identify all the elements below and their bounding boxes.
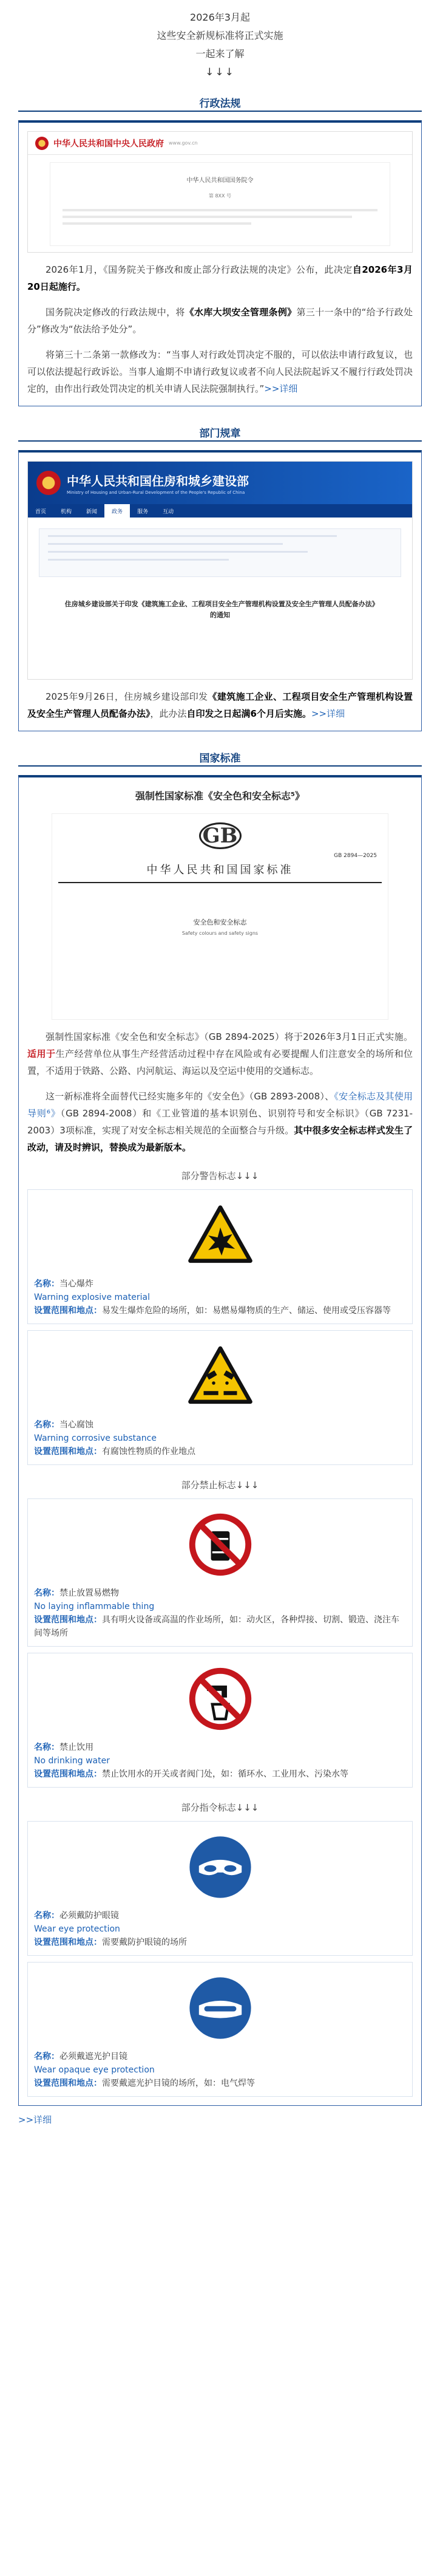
sign-name-row — [34, 1418, 406, 1432]
sign-name: 必须戴遮光护目镜 — [59, 2052, 127, 2062]
section-title: 行政法规 — [196, 95, 245, 110]
sign-en-name: Warning explosive material — [34, 1293, 150, 1302]
ministry-site-screenshot — [27, 461, 413, 680]
standard-link[interactable]: 《安全标志及其使用导则⁶》 — [27, 1091, 413, 1119]
text: 2026年1月，《国务院关于修改和废止部分行政法规的决定》公布，此决定 — [46, 264, 353, 275]
sign-en-name: Wear eye protection — [34, 1924, 120, 1934]
scope-highlight: 适用于 — [27, 1048, 56, 1059]
sign-scope-row — [34, 1445, 406, 1458]
standard-title: 强制性国家标准《安全色和安全标志⁵》 — [135, 790, 305, 802]
effective-date-highlight: 自2026年3月20日起施行。 — [27, 264, 413, 292]
sign-en-name: Wear opaque eye protection — [34, 2065, 155, 2075]
details-link[interactable]: >>详细 — [264, 383, 298, 394]
regulation-paragraph-3 — [27, 346, 413, 397]
section-divider — [18, 111, 422, 112]
section-title: 国家标准 — [196, 750, 245, 765]
sign-card-no-flammable — [27, 1498, 413, 1647]
explosive-warning-icon — [187, 1202, 254, 1269]
nav-item[interactable]: 新闻 — [86, 509, 98, 515]
sign-card-wear-opaque — [27, 1962, 413, 2097]
gov-document — [50, 162, 390, 246]
gov-site-header — [28, 132, 412, 155]
nav-item[interactable]: 服务 — [137, 509, 149, 515]
gb-logo-icon: GB — [199, 822, 242, 849]
regulation-paragraph-1 — [27, 261, 413, 295]
document-number: 第 8XX 号 — [208, 193, 232, 199]
section-heading-admin-regulations — [0, 95, 440, 112]
standard-cover-en-title: Safety colours and safety signs — [181, 931, 259, 936]
sign-scope: 需要戴防护眼镜的场所 — [102, 1938, 187, 1947]
text: 生产经营单位从事生产经营活动过程中存在风险或有必要提醒人们注意安全的场所和位置，不适用于铁路、公路、内河航运、海运以及空运中使用的交通标志。 — [27, 1048, 413, 1076]
sign-name-row — [34, 1277, 406, 1291]
notice-title: 住房城乡建设部关于印发《建筑施工企业、工程项目安全生产管理机构设置及安全生产管理人员配备办法》的通知 — [64, 600, 376, 619]
national-standards-card — [18, 775, 422, 2106]
national-emblem-icon — [35, 137, 49, 150]
nav-item[interactable]: 互动 — [163, 509, 174, 515]
sign-scope-row — [34, 1613, 406, 1640]
sign-scope-row — [34, 1304, 406, 1317]
label: 设置范围和地点： — [34, 1615, 102, 1625]
prohibition-signs-heading: 部分禁止标志↓↓↓ — [181, 1480, 259, 1491]
sign-scope-row — [34, 2077, 406, 2090]
standard-national-title: 中华人民共和国国家标准 — [146, 864, 294, 876]
section-divider — [18, 440, 422, 442]
bottom-details-link[interactable]: >>详细 — [18, 2114, 52, 2125]
national-emblem-icon — [36, 471, 61, 495]
cover-rule — [58, 882, 382, 883]
sign-card-no-drinking — [27, 1653, 413, 1788]
eye-protection-icon — [187, 1834, 254, 1901]
sign-scope: 具有明火设备或高温的作业场所，如：动火区，各种焊接、切割、锻造、浇注车间等场所 — [34, 1615, 399, 1638]
warning-signs-heading: 部分警告标志↓↓↓ — [181, 1170, 259, 1181]
label: 设置范围和地点： — [34, 1306, 102, 1316]
no-drinking-icon — [187, 1666, 254, 1732]
standard-code: GB 2894—2025 — [334, 853, 377, 859]
text: （GB 2894-2008）和《工业管道的基本识别色、识别符号和安全标识》（GB 7231-2003）3项标准，实现了对安全标志相关规范的全面整合与升级。 — [27, 1108, 413, 1136]
section-divider — [18, 765, 422, 767]
intro-callout: 一起来了解 — [195, 48, 245, 60]
section-heading-dept-rules — [0, 425, 440, 442]
no-flammable-icon — [187, 1511, 254, 1578]
text: 将第三十二条第一款修改为：“当事人对行政处罚决定不服的，可以依法申请行政复议，也可以依法提起行政诉讼。当事人逾期不申请行政复议或者不向人民法院起诉又不履行行政处罚决定的，由作出行政处罚决定的机关申请人民法院强制执行。” — [27, 349, 413, 394]
sign-name: 禁止放置易燃物 — [59, 1588, 119, 1598]
document-info-table — [39, 528, 401, 577]
sign-scope: 需要戴遮光护目镜的场所，如：电气焊等 — [102, 2079, 255, 2088]
sign-card-corrosive — [27, 1330, 413, 1465]
standard-paragraph-2 — [27, 1088, 413, 1156]
label: 设置范围和地点： — [34, 1938, 102, 1947]
sign-en-name: No drinking water — [34, 1756, 110, 1766]
ministry-site-en: Ministry of Housing and Urban-Rural Development of the People's Republic of China — [67, 490, 245, 495]
label: 设置范围和地点： — [34, 1447, 102, 1457]
sign-name-row — [34, 1587, 406, 1600]
intro — [0, 0, 440, 81]
sign-name-row — [34, 1741, 406, 1754]
intro-subtitle: 这些安全新规标准将正式实施 — [157, 30, 283, 41]
sign-card-wear-eye — [27, 1821, 413, 1956]
label: 设置范围和地点： — [34, 1769, 102, 1779]
sign-scope: 有腐蚀性物质的作业地点 — [102, 1447, 195, 1457]
sign-card-explosive — [27, 1189, 413, 1324]
update-highlight: 其中很多安全标志样式发生了改动，请及时辨识，替换成为最新版本。 — [27, 1125, 413, 1153]
corrosive-warning-icon — [187, 1343, 254, 1410]
standard-cover-cn-title: 安全色和安全标志 — [193, 918, 247, 926]
label: 名称： — [34, 2052, 59, 2062]
nav-item[interactable]: 首页 — [35, 509, 47, 515]
ministry-site-name: 中华人民共和国住房和城乡建设部 — [67, 473, 249, 488]
regulation-paragraph-2 — [27, 304, 413, 338]
label: 名称： — [34, 1588, 59, 1598]
sign-en-name: Warning corrosive substance — [34, 1433, 157, 1443]
sign-scope: 禁止饮用水的开关或者阀门处，如：循环水、工业用水、污染水等 — [102, 1769, 348, 1779]
effective-date-highlight: 自印发之日起满6个月后实施。 — [186, 708, 311, 719]
standard-paragraph-1 — [27, 1028, 413, 1079]
sign-scope-row — [34, 1768, 406, 1781]
details-link[interactable]: >>详细 — [311, 708, 345, 719]
text: 2025年9月26日，住房城乡建设部印发 — [46, 691, 208, 702]
sign-en-name: No laying inflammable thing — [34, 1602, 155, 1611]
ministry-nav — [28, 504, 412, 518]
label: 名称： — [34, 1420, 59, 1430]
section-heading-national-standards — [0, 750, 440, 767]
gov-site-url: www.gov.cn — [169, 140, 198, 146]
sign-name: 必须戴防护眼镜 — [59, 1911, 119, 1921]
text: 强制性国家标准《安全色和安全标志》（GB 2894-2025）将于2026年3月1日正式实施。 — [46, 1031, 413, 1042]
sign-scope: 易发生爆炸危险的场所，如：易燃易爆物质的生产、储运、使用或受压容器等 — [102, 1306, 391, 1316]
text: 这一新标准将全面替代已经实施多年的《安全色》（GB 2893-2008）、 — [46, 1091, 334, 1102]
sign-name: 禁止饮用 — [59, 1743, 93, 1752]
text: 第三十一条中的“给予行政处分”修改为“依法给予处分”。 — [27, 307, 413, 335]
text: 国务院决定修改的行政法规中，将 — [46, 307, 185, 318]
label: 名称： — [34, 1743, 59, 1752]
dept-rules-card — [18, 450, 422, 731]
sign-scope-row — [34, 1936, 406, 1949]
ministry-site-header — [28, 462, 412, 504]
intro-date: 2026年3月起 — [190, 12, 250, 23]
gov-site-name: 中华人民共和国中央人民政府 — [53, 138, 164, 149]
text: ，此办法 — [150, 708, 187, 719]
opaque-eye-protection-icon — [187, 1975, 254, 2041]
label: 名称： — [34, 1911, 59, 1921]
section-title: 部门规章 — [196, 425, 245, 440]
sign-name: 当心腐蚀 — [59, 1420, 93, 1430]
nav-item[interactable]: 政务 — [104, 504, 130, 518]
sign-name-row — [34, 2050, 406, 2063]
dept-rules-paragraph — [27, 688, 413, 722]
label: 设置范围和地点： — [34, 2079, 102, 2088]
document-title: 中华人民共和国国务院令 — [186, 177, 254, 184]
standard-cover-image — [52, 813, 388, 1020]
label: 名称： — [34, 1279, 59, 1289]
sign-name-row — [34, 1909, 406, 1922]
admin-regulations-card — [18, 120, 422, 406]
mandatory-signs-heading: 部分指令标志↓↓↓ — [181, 1802, 259, 1813]
rule-name-highlight: 《建筑施工企业、工程项目安全生产管理机构设置及安全生产管理人员配备办法》 — [27, 691, 413, 719]
document-text-placeholder — [63, 209, 377, 225]
sign-name: 当心爆炸 — [59, 1279, 93, 1289]
nav-item[interactable]: 机构 — [61, 509, 72, 515]
intro-arrows: ↓↓↓ — [205, 66, 235, 78]
gov-site-screenshot — [27, 131, 413, 253]
regulation-name-highlight: 《水库大坝安全管理条例》 — [184, 307, 297, 318]
